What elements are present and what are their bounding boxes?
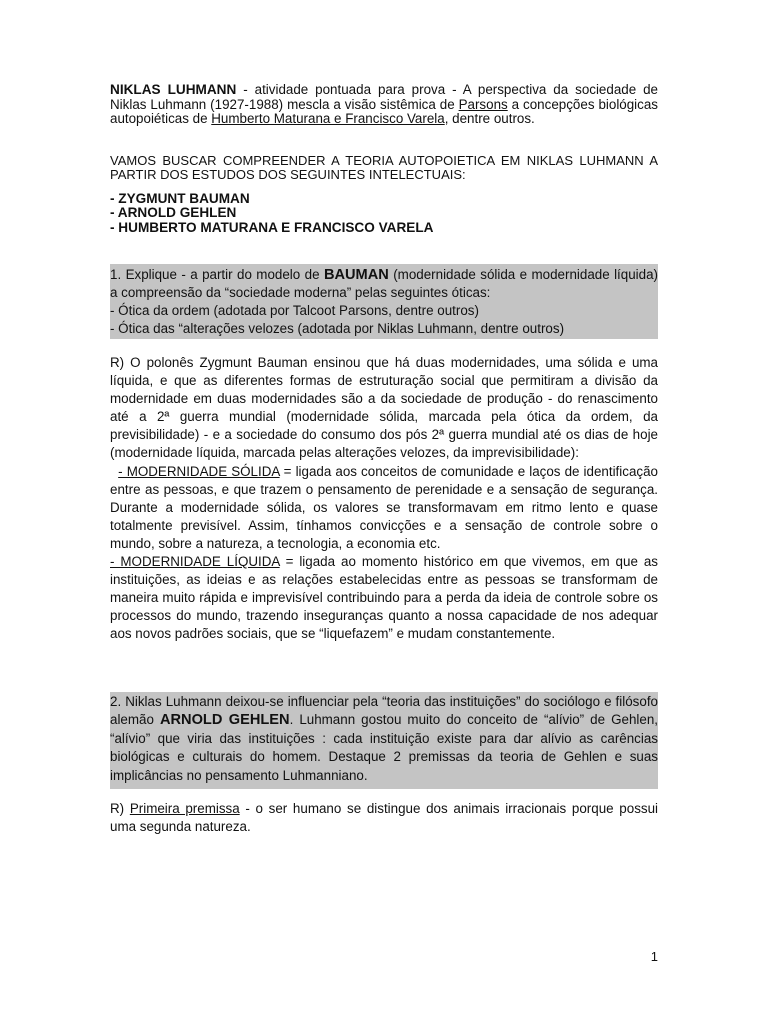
question-1: [110, 264, 658, 339]
question-2-prefix: 2. Niklas Luhmann deixou-se influenciar pela “teoria das instituições” do sociólogo e filósofo alemão: [110, 694, 658, 728]
maturana-varela-link[interactable]: Humberto Maturana e Francisco Varela: [211, 111, 445, 127]
parsons-link[interactable]: Parsons: [458, 96, 508, 112]
question-2: [110, 692, 658, 789]
first-premise-label: Primeira premissa: [129, 801, 240, 816]
question-2-text: . Luhmann gostou muito do conceito de “alívio” de Gehlen, “alívio” que viria das instituições : cada instituição existe para dar alívio as carências biológicas e culturais do homem. Destaque 2 premissas da teoria de Gehlen e suas implicâncias no pensamento Luhmanniano.: [110, 712, 658, 783]
intro-text-1: - atividade pontuada para prova - A perspectiva da sociedade de Niklas Luhmann (1927-1988) mescla a visão sistêmica de: [110, 82, 658, 112]
intellectual-item: - ZYGMUNT BAUMAN: [110, 191, 250, 206]
intro-text-3: , dentre outros.: [444, 111, 535, 127]
solid-modernity-text: = ligada aos conceitos de comunidade e laços de identificação entre as pessoas, e que trazem o pensamento de perenidade e a sensação de segurança. Durante a modernidade sólida, os valores se transformavam em ritmo lento e quase totalmente previsível. Assim, tínhamos convicções e a sensação de controle sobre o mundo, sobre a natureza, a tecnologia, a economia etc.: [110, 463, 658, 551]
question-1-text: (modernidade sólida e modernidade líquida) a compreensão da “sociedade moderna” pelas seguintes óticas:: [110, 267, 658, 300]
answer-2: [110, 800, 658, 837]
bauman-name: BAUMAN: [323, 267, 389, 283]
intellectual-item: - ARNOLD GEHLEN: [110, 205, 237, 221]
intro-paragraph: [110, 83, 658, 127]
question-1-prefix: 1. Explique - a partir do modelo de: [110, 267, 324, 282]
answer-2-text: - o ser humano se distingue dos animais irracionais porque possui uma segunda natureza.: [110, 801, 659, 835]
solid-modernity-label: - MODERNIDADE SÓLIDA: [118, 463, 280, 479]
liquid-modernity-text: = ligada ao momento histórico em que vivemos, em que as instituições, as ideias e as relações estabelecidas entre as pessoas se transformam de maneira muito rápida e imprevisível contribuindo para a perda da ideia de controle sobre os processos do mundo, trazendo inseguranças quanto a nossa capacidade de nos adequar aos novos padrões sociais, que se “liquefazem” e mudam constantemente.: [110, 554, 658, 642]
intellectual-item: - HUMBERTO MATURANA E FRANCISCO VARELA: [110, 219, 434, 235]
liquid-modernity-paragraph: [110, 553, 658, 643]
study-heading: VAMOS BUSCAR COMPREENDER A TEORIA AUTOPOIETICA EM NIKLAS LUHMANN A PARTIR DOS ESTUDOS DOS SEGUINTES INTELECTUAIS:: [110, 153, 658, 183]
question-1-item-changes: - Ótica das “alterações velozes (adotada por Niklas Luhmann, dentre outros): [110, 321, 565, 336]
solid-modernity-paragraph: [110, 463, 658, 553]
question-1-item-order: - Ótica da ordem (adotada por Talcoot Parsons, dentre outros): [110, 303, 479, 318]
answer-2-prefix: R): [110, 801, 130, 816]
gehlen-name: ARNOLD GEHLEN: [159, 712, 290, 729]
answer-1-intro: R) O polonês Zygmunt Bauman ensinou que há duas modernidades, uma sólida e uma líquida, e que as diferentes formas de estruturação social que permitiram a divisão da modernidade em duas modernidades são a da sociedade de produção - do renascimento até a 2ª guerra mundial (modernidade sólida, marcada pela ótica da ordem, da previsibilidade) - e a sociedade do consumo dos pós 2ª guerra mundial até os dias de hoje (modernidade líquida, marcada pelas alterações velozes, da imprevisibilidade):: [110, 355, 658, 461]
answer-1: [110, 354, 658, 644]
intellectuals-list: [110, 192, 658, 235]
intro-text-2: a concepções biológicas autopoiéticas de: [110, 96, 658, 127]
liquid-modernity-label: - MODERNIDADE LÍQUIDA: [110, 554, 280, 570]
intro-title: NIKLAS LUHMANN: [110, 82, 237, 97]
page-number: 1: [650, 949, 658, 964]
